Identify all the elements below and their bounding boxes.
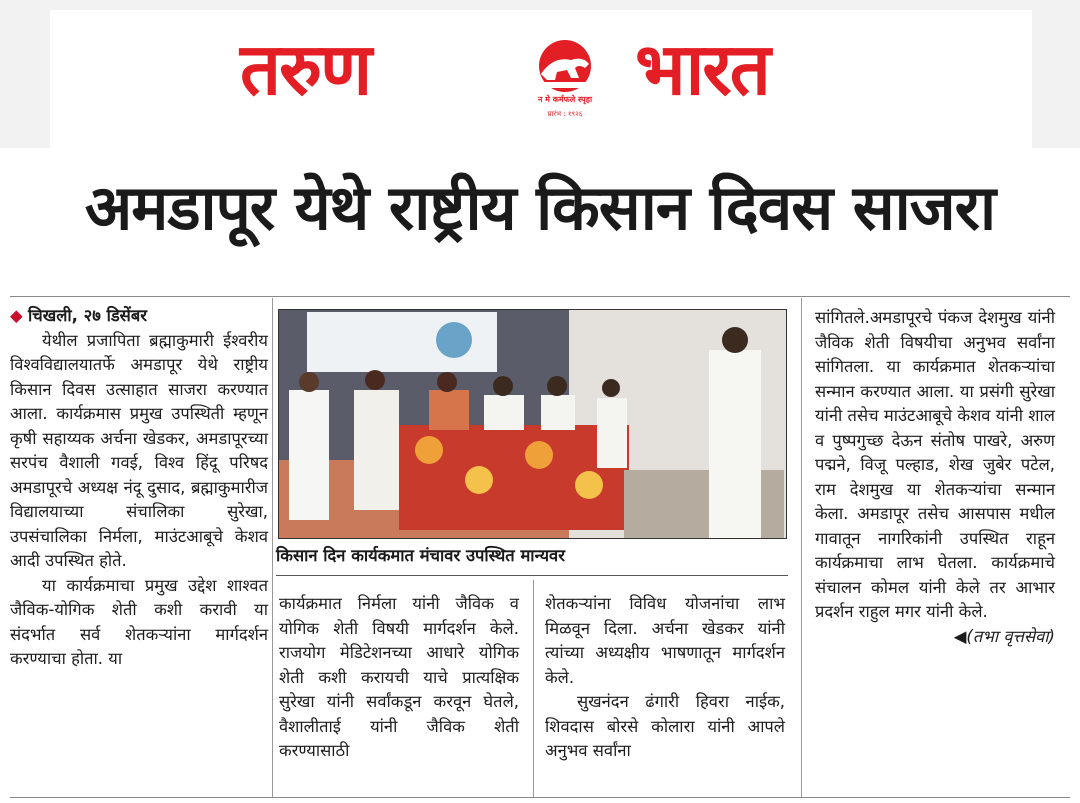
column2-paragraph-1: कार्यक्रमात निर्मला यांनी जैविक व योगिक शेती विषयी मार्गदर्शन केले. राजयोग मेडिटेशनच्या आधारे योगिक शेती कशी करायची याचे प्रात्यक्षिक सुरेखा यांनी सर्वांकडून करवून घेतले, वैशालीताई यांनी जैविक शेती करण्यासाठी (279, 594, 519, 760)
column4-paragraph-1: सांगितले.अमडापूरचे पंकज देशमुख यांनी जैविक शेती विषयीचा अनुभव सर्वांना सांगितला. या कार्यक्रमात शेतकऱ्यांचा सन्मान करण्यात आला. या प्रसंगी सुरेखा यांनी तसेच माउंटआबूचे केशव यांनी शाल व पुष्पगुच्छ देऊन संतोष पाखरे, अरुण पद्मने, विजू पल्हाड, शेख जुबेर पटेल, राम देशमुख या शेतकऱ्यांचा सन्मान केला. अमडापूर तसेच आसपास मधील गावातून नागरिकांनी उपस्थित राहून कार्यक्रमाचा लाभ घेतला. कार्यक्रमाचे संचालन कोमल यांनी केले तर आभार प्रदर्शन राहुल मगर यांनी केले. (815, 308, 1055, 621)
article-column-1 (10, 304, 268, 672)
dateline: चिखली, २७ डिसेंबर (27, 306, 148, 325)
headline-rule (10, 296, 1070, 297)
masthead-founded: प्रारंभ : १९२६ (547, 110, 583, 118)
masthead-title-right: भारत (635, 27, 769, 111)
column1-paragraph-2: या कार्यक्रमाचा प्रमुख उद्देश शाश्वत जैविक-योगिक शेती कशी करावी या संदर्भात सर्व शेतकऱ्यांना मार्गदर्शन करण्याचा होता. या (10, 575, 268, 668)
article-column-4 (815, 306, 1055, 649)
article-column-3 (545, 592, 785, 764)
column-divider (533, 580, 534, 798)
column1-paragraph-1: येथील प्रजापिता ब्रह्माकुमारी ईश्वरीय विश्वविद्यालयातर्फे अमडापूर येथे राष्ट्रीय किसान दिवस उत्साहात साजरा करण्यात आला. कार्यक्रमास प्रमुख उपस्थिती म्हणून कृषी सहाय्यक अर्चना खेडकर, अमडापूरच्या सरपंच वैशाली गवई, विश्व हिंदू परिषद अमडापूरचे अध्यक्ष नंदू दुसाद, ब्रह्माकुमारीज विद्यालयाच्या संचालिका सुरेखा, उपसंचालिका निर्मला, माउंटआबूचे केशव आदी उपस्थित होते. (10, 330, 268, 570)
article-headline: अमडापूर येथे राष्ट्रीय किसान दिवस साजरा (84, 171, 996, 244)
masthead (50, 10, 1032, 148)
masthead-motto: न मे कर्मफले स्पृहा (537, 95, 593, 104)
column-divider (272, 298, 273, 798)
event-photo (278, 309, 787, 539)
article-column-2 (279, 592, 519, 764)
bottom-rule (10, 797, 1070, 798)
lion-emblem-icon (505, 34, 625, 130)
news-service-signoff: ◀(तभा वृत्तसेवा) (953, 626, 1055, 646)
photo-caption: किसान दिन कार्यकमात मंचावर उपस्थित मान्यवर (276, 543, 788, 576)
bullet-icon: ◆ (10, 306, 23, 325)
column3-paragraph-2: सुखनंदन ढंगारी हिवरा नाईक, शिवदास बोरसे कोलारा यांनी आपले अनुभव सर्वांना (545, 692, 785, 760)
column-divider (801, 298, 802, 798)
masthead-title-left: तरुण (240, 27, 371, 111)
masthead-band (0, 0, 1080, 148)
column3-paragraph-1: शेतकऱ्यांना विविध योजनांचा लाभ मिळवून दिला. अर्चना खेडकर यांनी त्यांच्या अध्यक्षीय भाषणातून मार्गदर्शन केले. (545, 594, 785, 687)
